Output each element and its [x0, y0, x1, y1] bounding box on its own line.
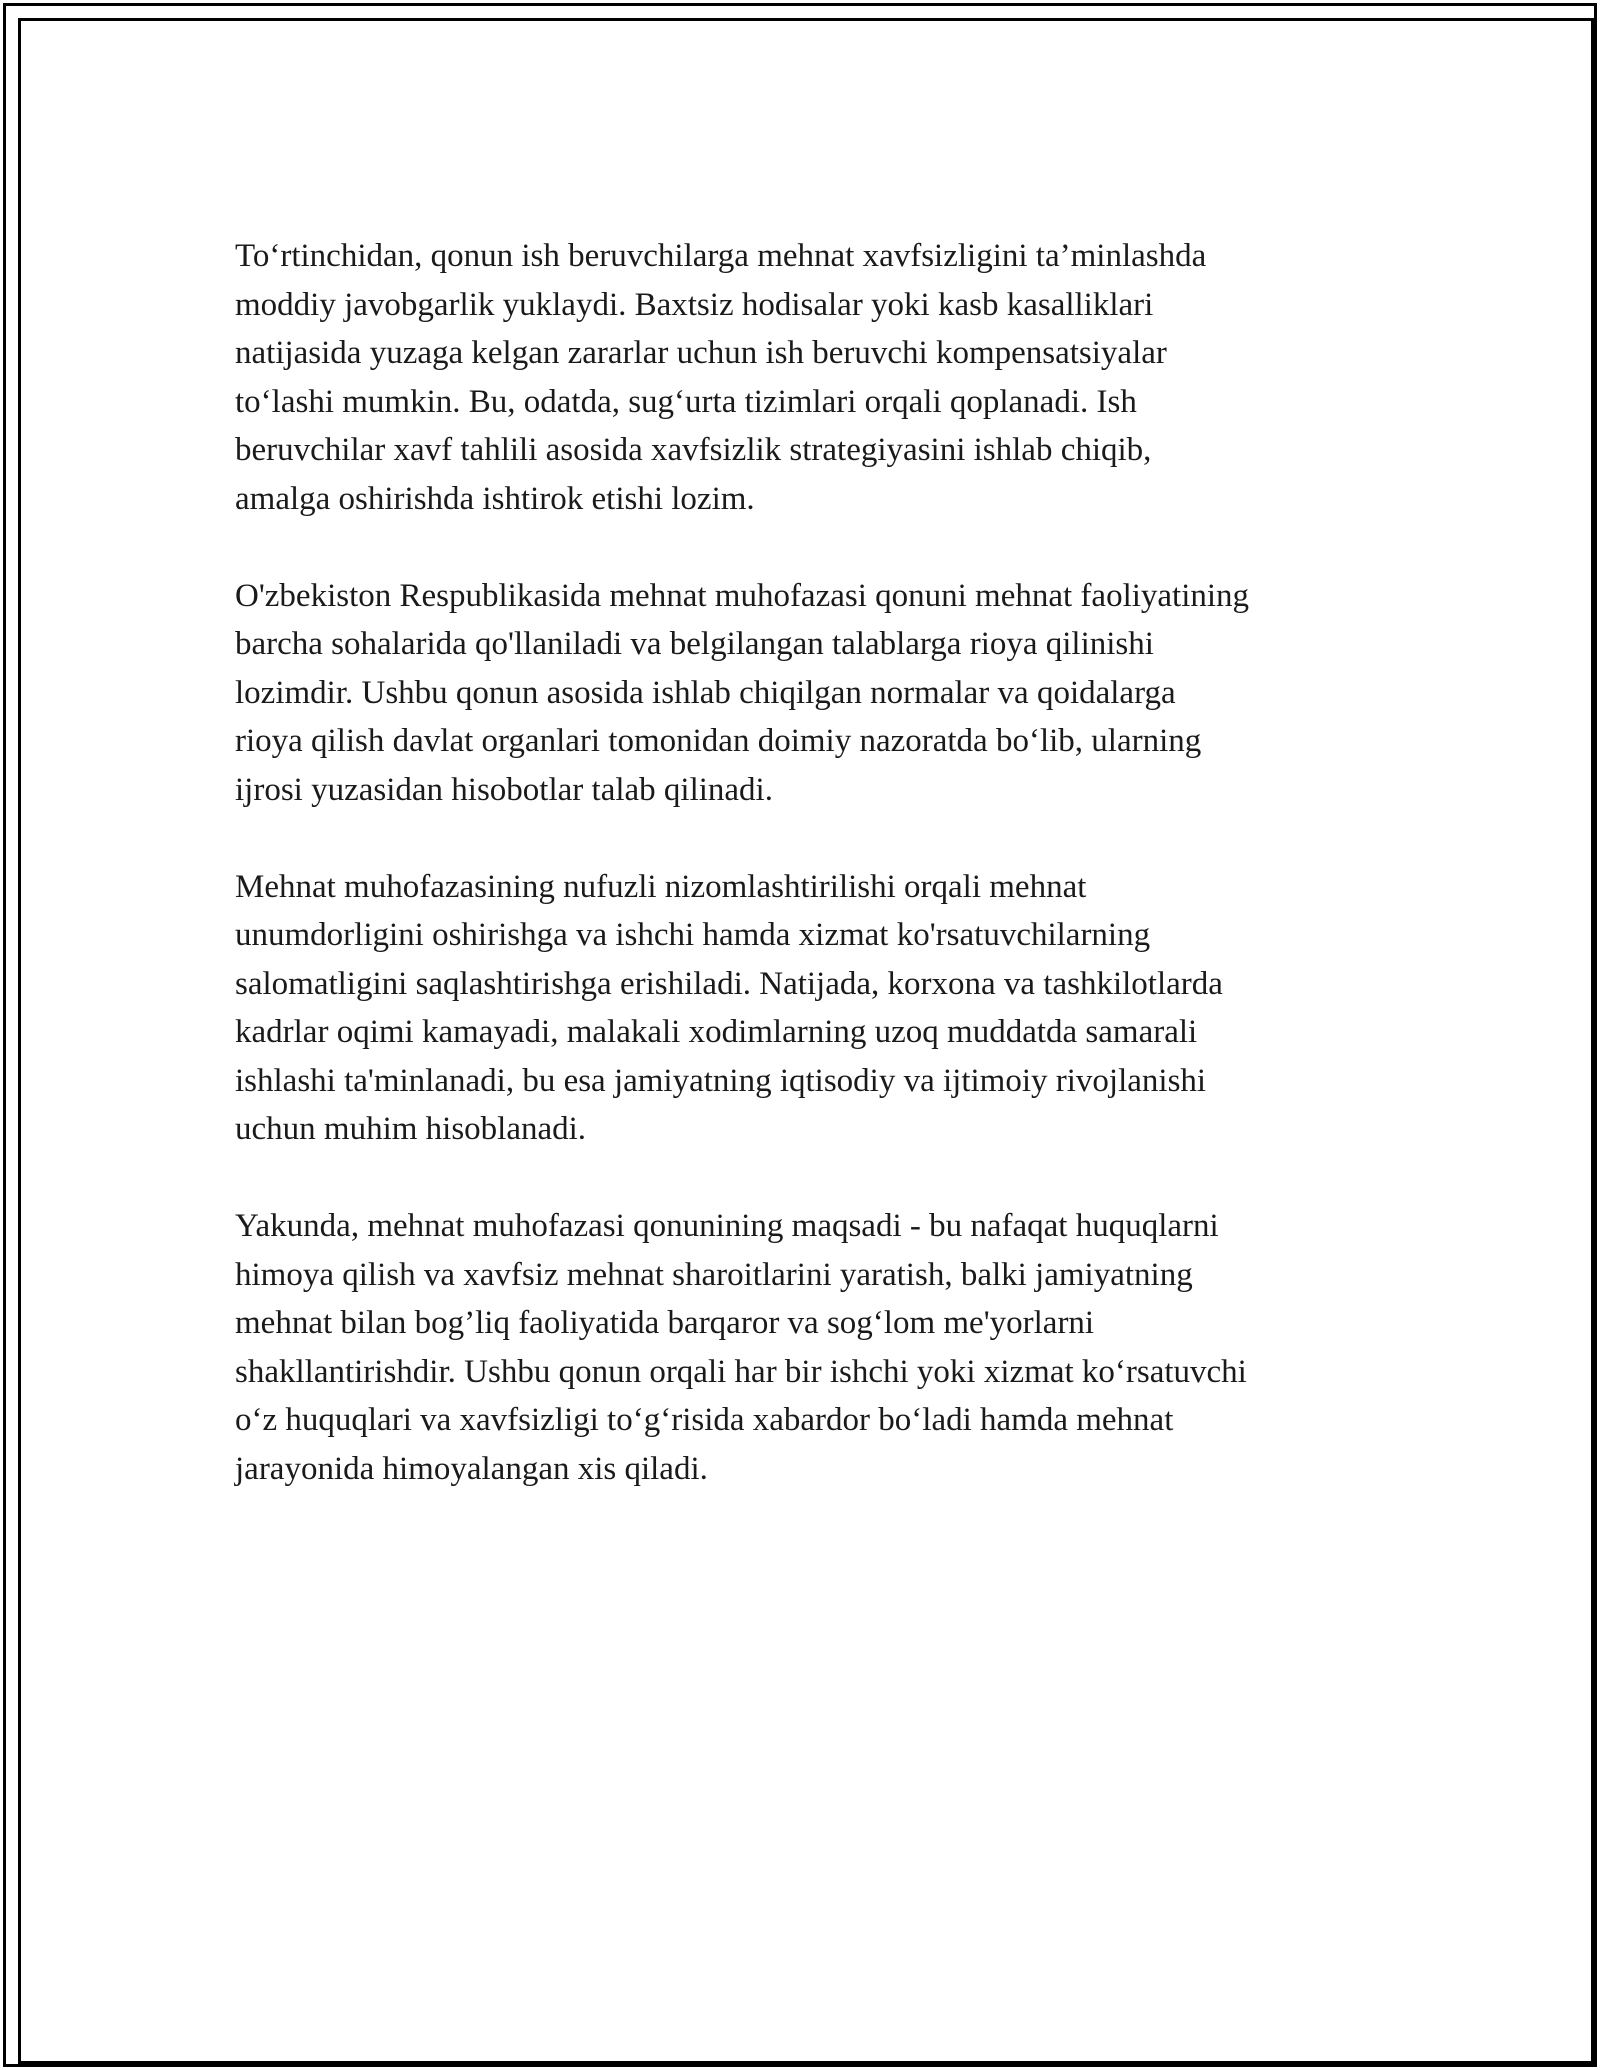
paragraph-1	[235, 232, 1375, 523]
paragraph-line: beruvchilar xavf tahlili asosida xavfsizlik strategiyasini ishlab chiqib,	[235, 432, 1152, 468]
paragraph-line: amalga oshirishda ishtirok etishi lozim.	[235, 480, 755, 517]
paragraph-line: unumdorligini oshirishga va ishchi hamda xizmat ko'rsatuvchilarning	[235, 917, 1151, 953]
paragraph-line: himoya qilish va xavfsiz mehnat sharoitlarini yaratish, balki jamiyatning	[235, 1256, 1193, 1293]
paragraph-line: To‘rtinchidan, qonun ish beruvchilarga mehnat xavfsizligini ta’minlashda	[235, 238, 1207, 274]
document-body	[235, 232, 1375, 1542]
paragraph-line: lozimdir. Ushbu qonun asosida ishlab chiqilgan normalar va qoidalarga	[235, 674, 1176, 711]
paragraph-line: salomatligini saqlashtirishga erishiladi. Natijada, korxona va tashkilotlarda	[235, 965, 1223, 1002]
paragraph-line: barcha sohalarida qo'llaniladi va belgilangan talablarga rioya qilinishi	[235, 626, 1154, 662]
paragraph-line: shakllantirishdir. Ushbu qonun orqali har bir ishchi yoki xizmat ko‘rsatuvchi	[235, 1353, 1247, 1390]
paragraph-3	[235, 863, 1375, 1154]
paragraph-line: moddiy javobgarlik yuklaydi. Baxtsiz hodisalar yoki kasb kasalliklari	[235, 286, 1154, 323]
paragraph-4	[235, 1202, 1375, 1493]
paragraph-line: uchun muhim hisoblanadi.	[235, 1111, 587, 1147]
paragraph-line: natijasida yuzaga kelgan zararlar uchun ish beruvchi kompensatsiyalar	[235, 335, 1167, 371]
paragraph-line: to‘lashi mumkin. Bu, odatda, sug‘urta tizimlari orqali qoplanadi. Ish	[235, 383, 1137, 420]
paragraph-line: o‘z huquqlari va xavfsizligi to‘g‘risida xabardor bo‘ladi hamda mehnat	[235, 1402, 1174, 1438]
paragraph-line: rioya qilish davlat organlari tomonidan doimiy nazoratda bo‘lib, ularning	[235, 723, 1202, 759]
paragraph-line: jarayonida himoyalangan xis qiladi.	[235, 1450, 708, 1487]
paragraph-line: Yakunda, mehnat muhofazasi qonunining maqsadi - bu nafaqat huquqlarni	[235, 1208, 1219, 1244]
paragraph-line: kadrlar oqimi kamayadi, malakali xodimlarning uzoq muddatda samarali	[235, 1014, 1198, 1050]
paragraph-line: ijrosi yuzasidan hisobotlar talab qilinadi.	[235, 771, 773, 808]
paragraph-line: mehnat bilan bog’liq faoliyatida barqaror va sog‘lom me'yorlarni	[235, 1305, 1095, 1341]
paragraph-line: Mehnat muhofazasining nufuzli nizomlashtirilishi orqali mehnat	[235, 868, 1087, 905]
paragraph-line: ishlashi ta'minlanadi, bu esa jamiyatning iqtisodiy va ijtimoiy rivojlanishi	[235, 1062, 1207, 1099]
paragraph-line: O'zbekiston Respublikasida mehnat muhofazasi qonuni mehnat faoliyatining	[235, 577, 1250, 614]
paragraph-2	[235, 572, 1375, 815]
